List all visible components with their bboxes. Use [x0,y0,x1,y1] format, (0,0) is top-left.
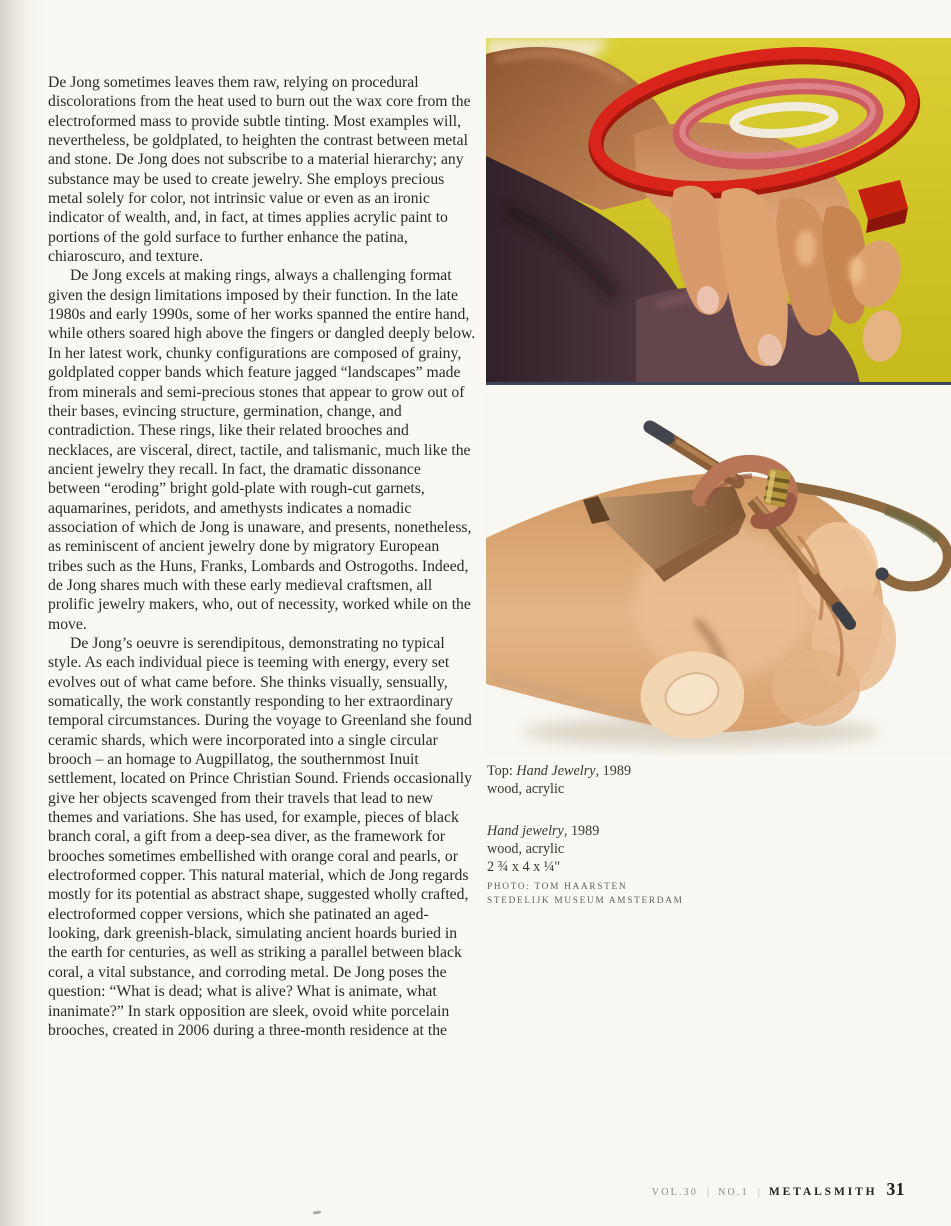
footer-separator: | [707,1187,710,1198]
article-body [48,73,476,1040]
photo-bottom-edge-line [486,382,951,385]
photo-top-illustration [486,38,951,385]
photo-hand-jewelry-top [486,38,951,385]
photo-hand-jewelry-bottom [486,388,951,756]
caption-top-photo [487,762,817,798]
photo-credits [487,881,817,908]
page-number: 31 [886,1179,905,1199]
collection-credit: STEDELIJK MUSEUM AMSTERDAM [487,895,684,906]
caption-year: , 1989 [563,823,600,839]
print-speck [313,1210,321,1214]
caption-year: , 1989 [595,763,632,779]
thumb [641,652,745,739]
issue-label: NO.1 [718,1187,749,1198]
caption-title: Hand jewelry [487,823,564,839]
page-footer [652,1179,905,1200]
caption-bottom-photo [487,822,817,908]
caption-dimensions: 2 ¾ x 4 x ¼" [487,859,561,875]
magazine-name: METALSMITH [768,1186,878,1198]
caption-prefix: Top: [487,763,517,779]
caption-title: Hand Jewelry [516,763,596,779]
photographer-credit: PHOTO: TOM HAARSTEN [487,882,628,892]
photo-bottom-illustration [486,388,951,756]
volume-label: VOL.30 [651,1187,699,1198]
article-paragraph: De Jong sometimes leaves them raw, relying on procedural discolorations from the heat used to burn out the wax core from the electroformed mass to provide subtle tinting. Most examples will, nevertheless, be goldplated, to heighten the contrast between metal and stone. De Jong does not subscribe to a material hierarchy; any substance may be used to create jewelry. She employs precious metal solely for color, not intrinsic value or even as an ironic indicator of wealth, and, in fact, at times applies acrylic paint to portions of the gold surface to further enhance the patina, chiaroscuro, and texture. [48,74,471,266]
caption-materials: wood, acrylic [487,781,565,797]
caption-materials: wood, acrylic [487,841,565,857]
photo-captions [487,762,817,908]
footer-separator: | [757,1187,760,1198]
article-paragraph: De Jong excels at making rings, always a challenging format given the design limitations imposed by their function. In the late 1980s and early 1990s, some of her works spanned the entire hand, while others soared high above the fingers or dangled deeply below. In her latest work, chunky configurations are composed of grainy, goldplated copper bands which feature jagged “landscapes” made from minerals and semi-precious stones that appear to grow out of their bases, evincing structure, germination, change, and contradiction. These rings, like their related brooches and necklaces, are visceral, direct, tactile, and talismanic, much like the ancient jewelry they recall. In fact, the dramatic dissonance between “eroding” bright gold-plate with rough-cut garnets, aquamarines, peridots, and amethysts indicates a nomadic association of which de Jong is unaware, and presents, nonetheless, as reminiscent of ancient jewelry done by migratory European tribes such as the Huns, Franks, Lombards and Ostrogoths. Indeed, de Jong shares much with these early medieval craftsmen, all prolific jewelry makers, who, out of necessity, worked while on the move. [48,267,476,633]
page-edge-shadow [0,0,46,1226]
article-paragraph: De Jong’s oeuvre is serendipitous, demonstrating no typical style. As each individual piece is teeming with energy, every set evolves out of what came before. She thinks visually, sensually, somatically, the work constantly responding to her extraordinary temporal circumstances. During the voyage to Greenland she found ceramic shards, which were incorporated into a single circular brooch – an homage to Augpillatog, the southernmost Inuit settlement, located on Prince Christian Sound. Friends occasionally give her objects scavenged from their travels that lead to new themes and variations. She has used, for example, pieces of black branch coral, a gift from a deep-sea diver, as the framework for brooches sometimes embellished with orange coral and pearls, or electroformed copper. This natural material, which de Jong regards mostly for its potential as abstract shape, suggested wholly crafted, electroformed copper versions, which she patinated an aged-looking, dark greenish-black, simulating ancient hoards buried in the earth for centuries, as well as striking a parallel between black coral, a vital substance, and corroding metal. De Jong poses the question: “What is dead; what is alive? What is animate, what inanimate?” In stark opposition are sleek, ovoid white porcelain brooches, created in 2006 during a three-month residence at the [48,634,472,1039]
